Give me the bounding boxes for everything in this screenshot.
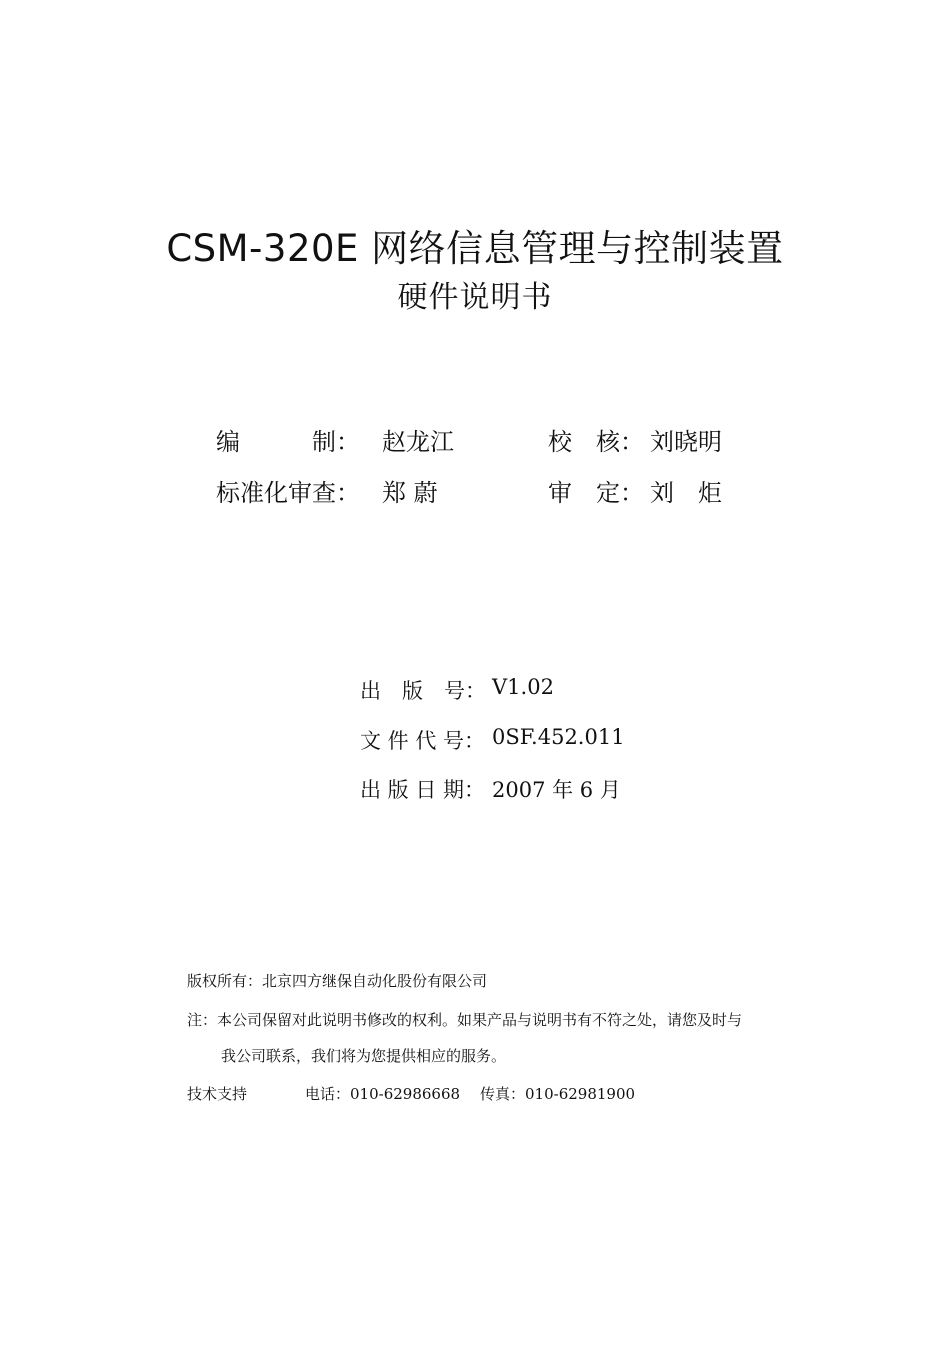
version-value: V1.02 bbox=[492, 675, 554, 699]
compiler-name: 赵龙江 bbox=[382, 428, 454, 456]
note-line-1: 注：本公司保留对此说明书修改的权利。如果产品与说明书有不符之处，请您及时与 bbox=[187, 1011, 743, 1029]
reviewer-label: 校 核： bbox=[548, 428, 644, 456]
doc-code-label: 文 件 代 号： bbox=[360, 729, 486, 753]
reviewer-name: 刘晓明 bbox=[650, 428, 722, 456]
note-line-2: 我公司联系，我们将为您提供相应的服务。 bbox=[221, 1047, 507, 1065]
doc-code-value: 0SF.452.011 bbox=[492, 725, 625, 749]
std-review-label: 标准化审查： bbox=[216, 479, 360, 507]
support-fax: 传真：010-62981900 bbox=[480, 1085, 636, 1103]
date-label: 出 版 日 期： bbox=[360, 778, 486, 802]
approver-name: 刘 炬 bbox=[650, 479, 722, 507]
std-review-name: 郑 蔚 bbox=[382, 479, 438, 507]
document-subtitle: 硬件说明书 bbox=[397, 280, 553, 315]
compiler-label: 编 制： bbox=[216, 428, 360, 456]
date-value: 2007 年 6 月 bbox=[492, 778, 621, 802]
approver-label: 审 定： bbox=[548, 479, 644, 507]
version-label: 出 版 号： bbox=[360, 679, 486, 703]
copyright-text: 版权所有：北京四方继保自动化股份有限公司 bbox=[187, 972, 488, 990]
support-label: 技术支持 bbox=[187, 1085, 248, 1103]
support-phone: 电话：010-62986668 bbox=[305, 1085, 461, 1103]
document-title: CSM-320E 网络信息管理与控制装置 bbox=[166, 227, 784, 270]
